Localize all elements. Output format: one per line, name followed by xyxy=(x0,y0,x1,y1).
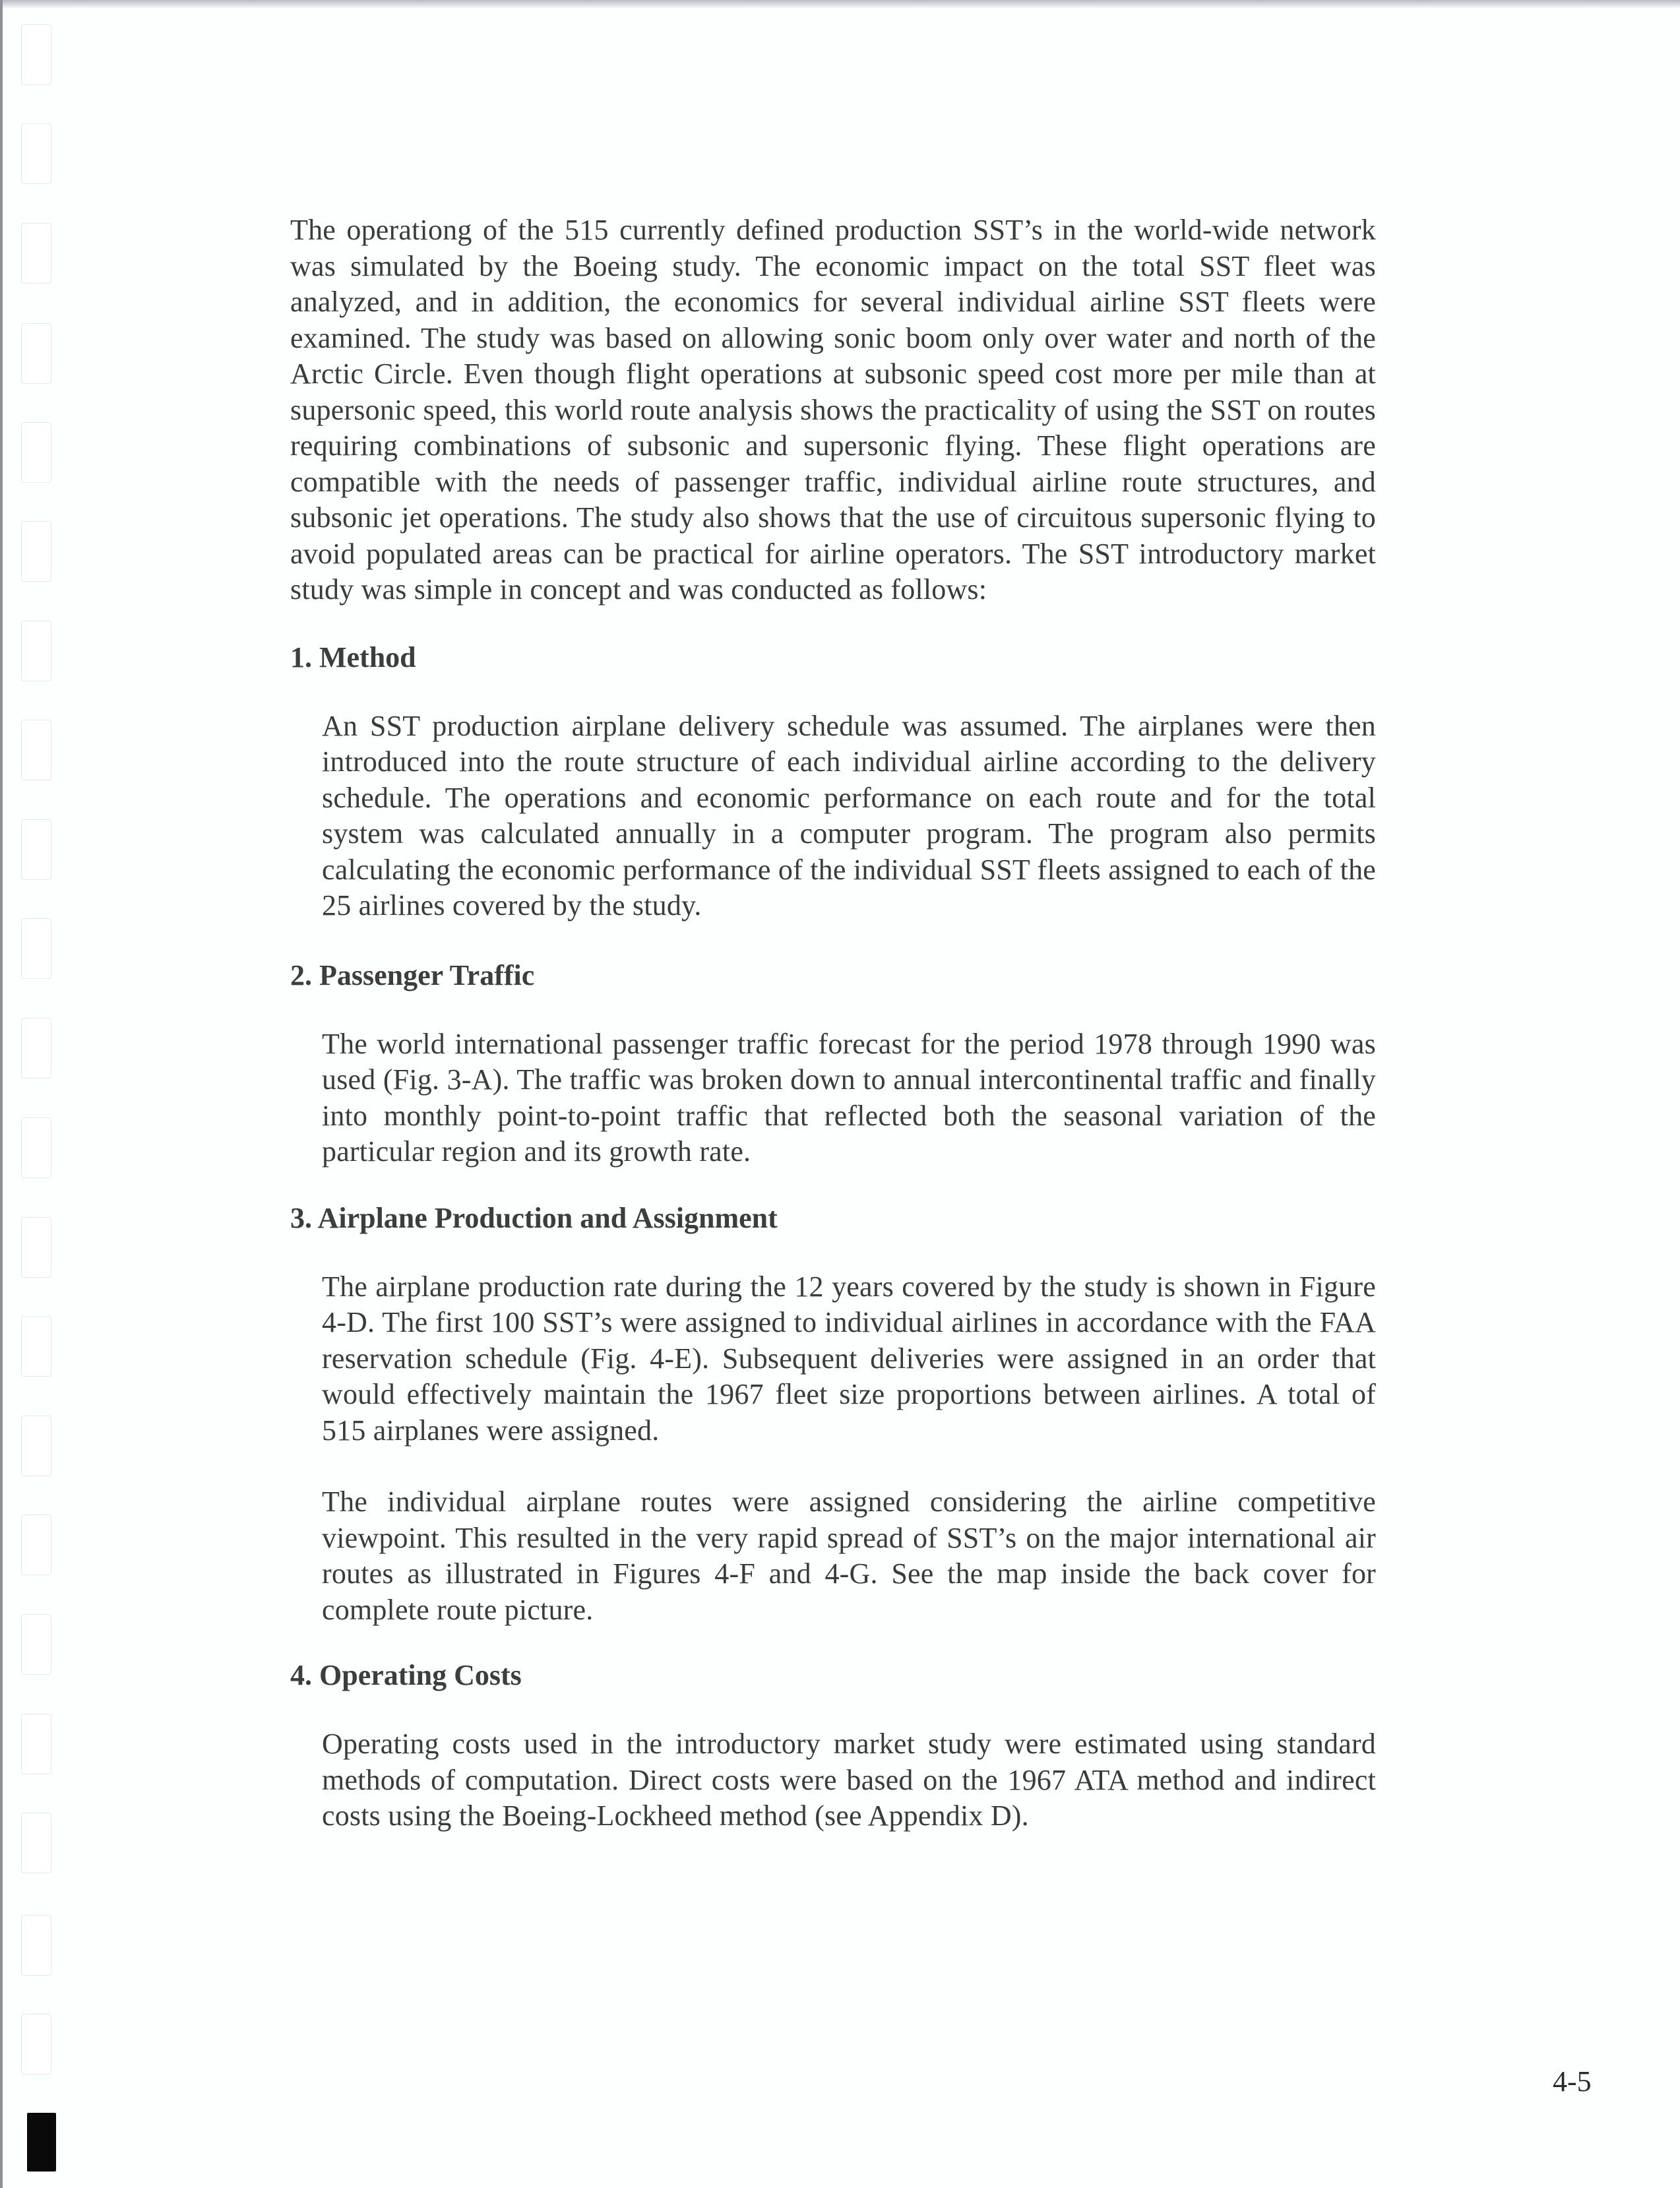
page-number: 4-5 xyxy=(1553,2065,1592,2098)
binding-hole-icon xyxy=(21,521,51,582)
binding-hole-icon xyxy=(21,223,51,284)
scan-top-edge xyxy=(0,0,1680,8)
section-heading: 4. Operating Costs xyxy=(290,1659,522,1691)
section-heading: 2. Passenger Traffic xyxy=(290,958,535,991)
body-paragraph: The world international passenger traffic forecast for the period 1978 through 1990 was used (Fig. 3-A). The traffic was broken down to annual intercontinental traffic and finally into monthly point-to-point traffic that reflected both the seasonal variation of the particular region and its growth rate. xyxy=(322,1027,1376,1168)
binding-hole-icon xyxy=(21,2014,51,2075)
binding-hole-icon xyxy=(21,1117,51,1178)
binding-hole-icon xyxy=(21,24,51,85)
binding-hole-icon xyxy=(21,1915,51,1976)
binding-hole-icon xyxy=(21,323,51,384)
document-body xyxy=(290,212,1376,1834)
section-body xyxy=(322,1726,1376,1834)
section-method xyxy=(290,640,1376,924)
binding-hole-icon xyxy=(21,1515,51,1575)
section-body xyxy=(322,1026,1376,1170)
binding-hole-icon xyxy=(21,123,51,184)
section-heading: 1. Method xyxy=(290,641,416,673)
binding-hole-icon xyxy=(21,422,51,483)
section-body xyxy=(322,708,1376,924)
binding-hole-icon xyxy=(21,1217,51,1278)
black-binding-tab xyxy=(27,2113,56,2172)
binding-hole-icon xyxy=(21,1714,51,1774)
binding-hole-icon xyxy=(21,720,51,780)
binding-hole-icon xyxy=(21,1813,51,1873)
section-body xyxy=(322,1269,1376,1629)
intro-paragraph: The operationg of the 515 currently defined production SST’s in the world-wide network was simulated by the Boeing study. The economic impact on the total SST fleet was analyzed, and in addition, the economics for several individual airline SST fleets were examined. The study was based on allowing sonic boom only over water and north of the Arctic Circle. Even though flight operations at subsonic speed cost more per mile than at supersonic speed, this world route analysis shows the practicality of using the SST on routes requiring combinations of subsonic and supersonic flying. These flight operations are compatible with the needs of passenger traffic, individual airline route structures, and subsonic jet operations. The study also shows that the use of circuitous supersonic flying to avoid populated areas can be practical for airline operators. The SST introductory market study was simple in concept and was conducted as follows: xyxy=(290,214,1376,606)
section-passenger-traffic xyxy=(290,958,1376,1170)
body-paragraph: The airplane production rate during the 12 years covered by the study is shown in Figure 4-D. The first 100 SST’s were assigned to individual airlines in accordance with the FAA reservation schedule (Fig. 4-E). Subsequent deliveries were assigned in an order that would effectively maintain the 1967 fleet size proportions between airlines. A total of 515 airplanes were assigned. xyxy=(322,1270,1376,1447)
section-heading: 3. Airplane Production and Assignment xyxy=(290,1201,778,1234)
binding-hole-icon xyxy=(21,1316,51,1377)
binding-hole-icon xyxy=(21,1416,51,1476)
binding-hole-icon xyxy=(21,918,51,979)
binding-hole-icon xyxy=(21,819,51,880)
body-paragraph: An SST production airplane delivery schedule was assumed. The airplanes were then introduced into the route structure of each individual airline according to the delivery schedule. The operations and economic performance on each route and for the total system was calculated annually in a computer program. The program also permits calculating the economic performance of the individual SST fleets assigned to each of the 25 airlines covered by the study. xyxy=(322,709,1376,922)
scan-left-edge xyxy=(0,0,3,2188)
section-airplane-production xyxy=(290,1201,1376,1629)
section-operating-costs xyxy=(290,1658,1376,1834)
body-paragraph: Operating costs used in the introductory market study were estimated using standard methods of computation. Direct costs were based on the 1967 ATA method and indirect costs using the Boeing-Lockheed method (see Appendix D). xyxy=(322,1728,1376,1832)
body-paragraph: The individual airplane routes were assigned considering the airline competitive viewpoint. This resulted in the very rapid spread of SST’s on the major international air routes as illustrated in Figures 4-F and 4-G. See the map inside the back cover for complete route picture. xyxy=(322,1485,1376,1626)
binding-hole-icon xyxy=(21,621,51,681)
binding-hole-icon xyxy=(21,1614,51,1675)
binding-hole-icon xyxy=(21,1018,51,1078)
